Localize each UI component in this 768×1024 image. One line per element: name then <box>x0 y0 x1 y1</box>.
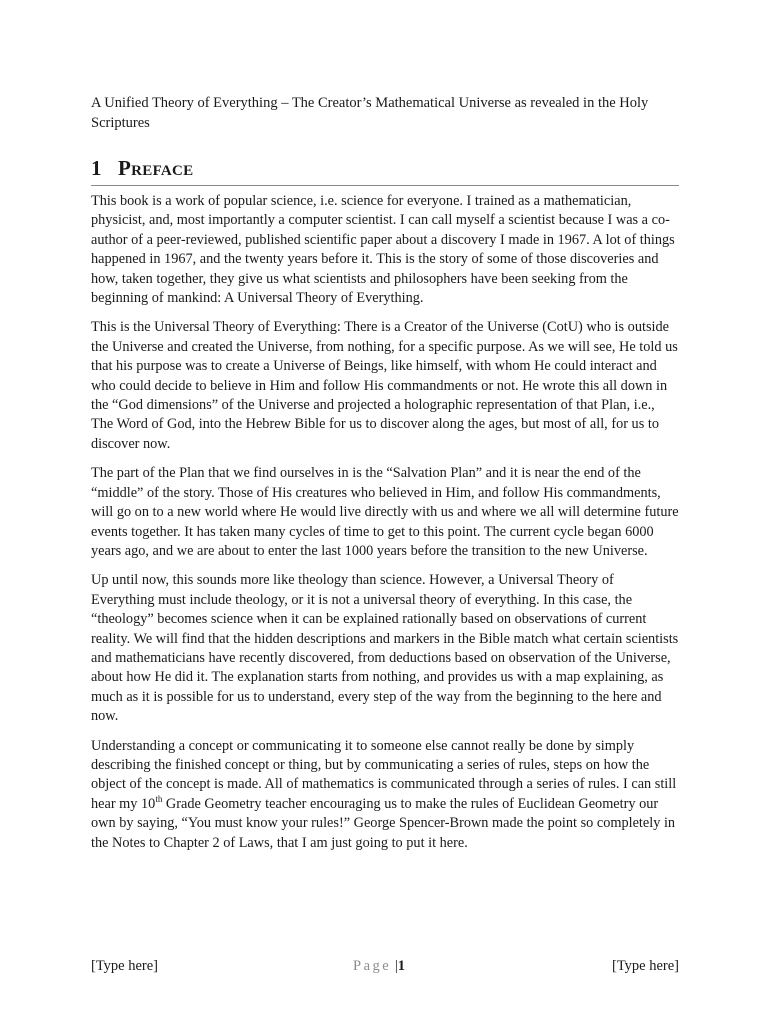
chapter-title: Preface <box>118 156 194 180</box>
ordinal-suffix: th <box>155 794 163 805</box>
paragraph-4: Up until now, this sounds more like theology than science. However, a Universal Theory of Everything must include theology, or it is not a universal theory of everything. In this case, the “theology” becomes science when it can be explained rationally based on observations of current reality. We will find that the hidden descriptions and markers in the Bible match what certain scientists and mathematicians have recently discovered, from deductions based on observation of the Universe, about how He did it. The explanation starts from nothing, and provides us with a map explaining, as much as it is possible for us to understand, every step of the way from the beginning to the here and now. <box>91 572 679 725</box>
page-footer <box>91 958 679 978</box>
running-header: A Unified Theory of Everything – The Creator’s Mathematical Universe as revealed in the Holy Scriptures <box>91 95 649 131</box>
page-separator: | <box>394 958 398 974</box>
page-indicator <box>353 958 405 975</box>
paragraph-5-part2: Grade Geometry teacher encouraging us to make the rules of Euclidean Geometry our own by saying, “You must know your rules!” George Spencer-Brown made the point so completely in the Notes to Chapter 2 of Laws, that I am just going to put it here. <box>91 795 676 851</box>
footer-right-placeholder: [Type here] <box>611 958 679 974</box>
chapter-heading <box>91 156 679 186</box>
page-label: Page <box>353 958 392 974</box>
page-number: 1 <box>397 958 405 974</box>
body-text <box>91 192 679 863</box>
footer-left-placeholder: [Type here] <box>91 958 159 974</box>
paragraph-5 <box>91 737 679 853</box>
paragraph-2: This is the Universal Theory of Everything: There is a Creator of the Universe (CotU) who is outside the Universe and created the Universe, from nothing, for a specific purpose. As we will see, He told us that his purpose was to create a Universe of Beings, like himself, with whom He could interact and who could decide to believe in Him and follow His commandments or not. He wrote this all down in the “God dimensions” of the Universe and projected a holographic representation of that Plan, i.e., The Word of God, into the Hebrew Bible for us to discover along the ages, but most of all, for us to discover now. <box>91 319 678 452</box>
chapter-number: 1 <box>91 156 102 180</box>
paragraph-1: This book is a work of popular science, i.e. science for everyone. I trained as a mathematician, physicist, and, most importantly a computer scientist. I can call myself a scientist because I was a co-author of a peer-reviewed, published scientific paper about a discovery I made in 1967. A lot of things happened in 1967, and the twenty years before it. This is the story of some of those discoveries and how, taken together, they give us what scientists and philosophers have been seeking from the beginning of mankind: A Universal Theory of Everything. <box>91 193 675 307</box>
paragraph-5-part1: Understanding a concept or communicating it to someone else cannot really be done by simply describing the finished concept or thing, but by communicating a series of rules, steps on how the object of the concept is made. All of mathematics is communicated through a series of rules. I can still hear my 10 <box>91 737 677 812</box>
paragraph-3: The part of the Plan that we find ourselves in is the “Salvation Plan” and it is near the end of the “middle” of the story. Those of His creatures who believed in Him, and follow His commandments, will go on to a new world where He would live directly with us and where we all will determine future events together. It has taken many cycles of time to get to this point. The current cycle began 6000 years ago, and we are about to enter the last 1000 years before the transition to the new Universe. <box>91 465 679 559</box>
